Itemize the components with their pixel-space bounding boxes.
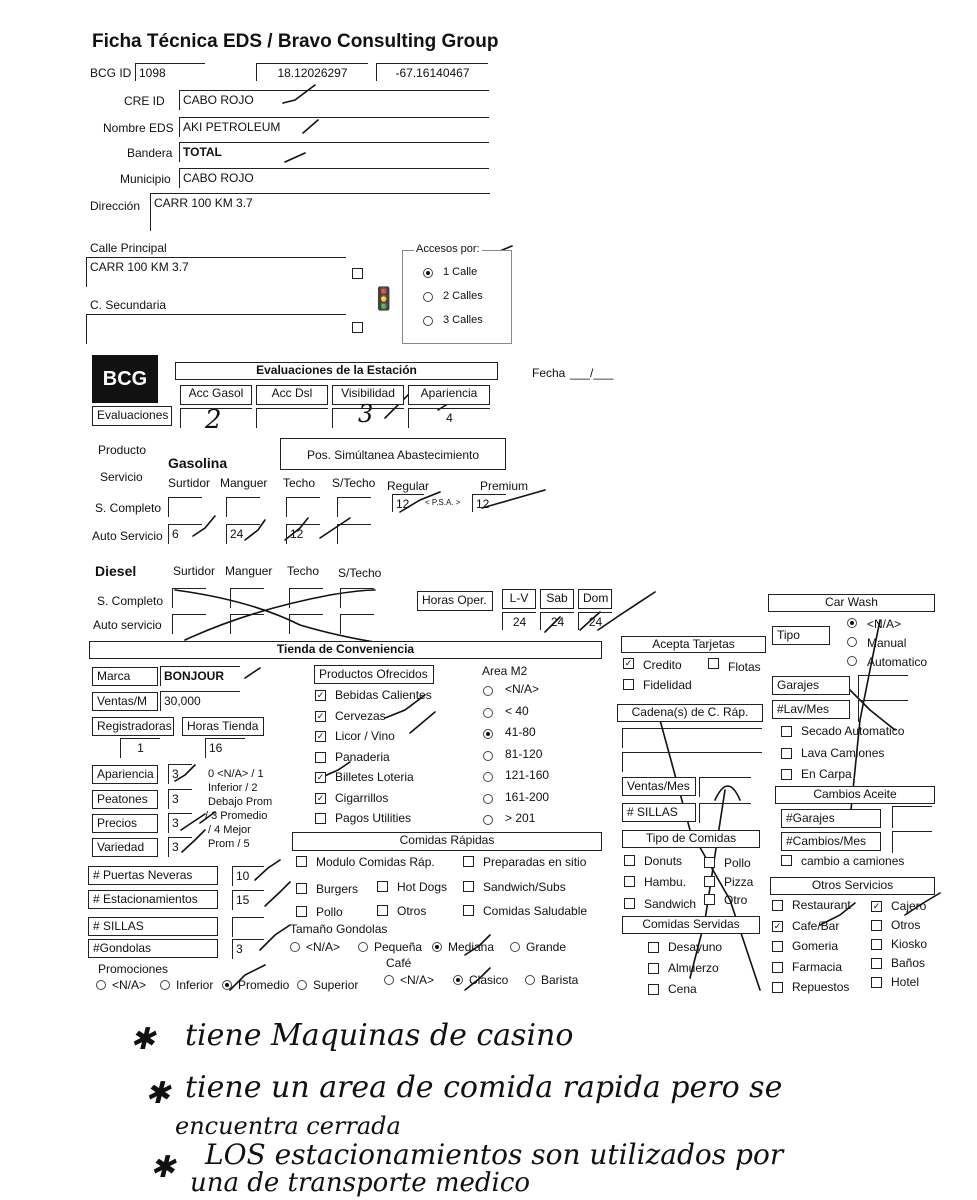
tipo-comida-checkbox-2[interactable] bbox=[624, 876, 635, 887]
area-option-2: 41-80 bbox=[505, 725, 536, 739]
tarjeta-fidelidad-checkbox[interactable] bbox=[623, 679, 634, 690]
area-radio-3[interactable] bbox=[483, 751, 493, 761]
otros-left-checkbox-1[interactable]: ✓ bbox=[773, 920, 782, 931]
tarjeta-fidelidad-label: Fidelidad bbox=[643, 678, 692, 692]
calle-principal-field[interactable]: CARR 100 KM 3.7 bbox=[86, 257, 346, 287]
note-bullet-1: ✱ bbox=[130, 1022, 156, 1057]
note-bullet-3: ✱ bbox=[150, 1150, 176, 1185]
dsl-row-scompleto: S. Completo bbox=[97, 594, 164, 608]
rating-legend-5: Prom / 5 bbox=[208, 838, 250, 850]
accesos-radio-1[interactable] bbox=[423, 268, 433, 278]
otros-right-label-0: Cajero bbox=[891, 899, 927, 913]
carwash-tipo-radio-2[interactable] bbox=[847, 656, 857, 666]
comida-label-2: Burgers bbox=[316, 882, 359, 896]
dsl-sc-techo[interactable] bbox=[289, 588, 323, 608]
eval-acc-gasol-field[interactable] bbox=[180, 408, 252, 428]
aceite-title: Cambios Aceite bbox=[775, 786, 935, 804]
otros-left-label-3: Farmacia bbox=[792, 959, 843, 974]
evaluaciones-title: Evaluaciones de la Estación bbox=[175, 362, 498, 380]
nombre-field[interactable]: AKI PETROLEUM bbox=[179, 117, 489, 137]
dsl-sc-surtidor[interactable] bbox=[172, 588, 206, 608]
accesos-option-1: 1 Calle bbox=[443, 266, 478, 278]
tipo-comida-label-2: Hambu. bbox=[644, 875, 687, 889]
producto-label-6: Pagos Utilities bbox=[335, 811, 412, 825]
aceite-camiones-label: cambio a camiones bbox=[801, 854, 905, 868]
accesos-radio-3[interactable] bbox=[423, 316, 433, 326]
count-label-1: # Estacionamientos bbox=[88, 890, 218, 909]
tipo-comidas-label: Tipo de Comidas bbox=[622, 830, 760, 848]
otros-right-label-3: Baños bbox=[891, 956, 926, 970]
otros-left-checkbox-2[interactable] bbox=[772, 941, 783, 952]
carwash-tipo-radio-1[interactable] bbox=[847, 637, 857, 647]
horas-dom-field[interactable]: 24 bbox=[578, 612, 612, 630]
municipio-label: Municipio bbox=[120, 172, 171, 186]
horas-tienda-label: Horas Tienda bbox=[182, 717, 264, 736]
producto-checkbox-0[interactable]: ✓ bbox=[316, 690, 325, 700]
horas-col-sab: Sab bbox=[540, 589, 574, 609]
dsl-as-manguer[interactable] bbox=[230, 614, 264, 634]
area-option-0: <N/A> bbox=[505, 682, 540, 696]
aceite-garajes-label: #Garajes bbox=[781, 809, 881, 828]
cre-id-field[interactable]: CABO ROJO bbox=[179, 90, 489, 110]
dsl-sc-manguer[interactable] bbox=[230, 588, 264, 608]
dsl-col-techo: Techo bbox=[287, 564, 320, 578]
comida-label-7: Comidas Saludable bbox=[483, 904, 588, 918]
municipio-field[interactable]: CABO ROJO bbox=[179, 168, 489, 188]
gas-col-manguer: Manguer bbox=[220, 476, 268, 490]
carwash-lav-label: #Lav/Mes bbox=[772, 700, 850, 719]
area-radio-6[interactable] bbox=[483, 815, 493, 825]
cafe-radio-1[interactable] bbox=[453, 975, 463, 985]
fecha-label: Fecha bbox=[532, 366, 566, 380]
otros-right-label-1: Otros bbox=[891, 918, 921, 932]
otros-right-checkbox-1[interactable] bbox=[871, 920, 882, 931]
producto-label-1: Cervezas bbox=[335, 708, 386, 723]
rating-legend-0: 0 <N/A> / 1 bbox=[208, 768, 264, 780]
carwash-item-checkbox-1[interactable] bbox=[781, 748, 792, 759]
direccion-field[interactable]: CARR 100 KM 3.7 bbox=[150, 193, 490, 231]
otros-right-label-4: Hotel bbox=[891, 975, 920, 989]
otros-right-checkbox-0[interactable]: ✓ bbox=[872, 901, 881, 911]
tarjetas-title: Acepta Tarjetas bbox=[621, 636, 766, 653]
promo-label: Promociones bbox=[98, 962, 169, 976]
comidas-title: Comidas Rápidas bbox=[292, 832, 602, 851]
promo-radio-0[interactable] bbox=[96, 980, 106, 990]
tipo-comida-checkbox-0[interactable] bbox=[624, 855, 635, 866]
otros-left-checkbox-3[interactable] bbox=[772, 962, 783, 973]
aceite-cambios-label: #Cambios/Mes bbox=[781, 832, 881, 851]
tarjeta-flotas-label: Flotas bbox=[728, 660, 761, 674]
longitude-field[interactable]: -67.16140467 bbox=[376, 63, 488, 81]
eval-col-acc-gasol: Acc Gasol bbox=[180, 385, 252, 405]
rating-legend-1: Inferior / 2 bbox=[208, 782, 258, 794]
rating-apariencia-label: Apariencia bbox=[92, 765, 158, 784]
comida-label-6: Otros bbox=[397, 904, 427, 918]
horas-sab-field[interactable]: 24 bbox=[540, 612, 574, 630]
marca-field[interactable]: BONJOUR bbox=[160, 666, 240, 686]
rating-peatones-label: Peatones bbox=[92, 790, 158, 809]
servida-label-2: Cena bbox=[668, 982, 697, 996]
comida-label-4: Sandwich/Subs bbox=[483, 880, 566, 894]
servida-label-1: Almuerzo bbox=[668, 961, 719, 975]
dsl-row-autoservicio: Auto servicio bbox=[93, 618, 162, 632]
producto-checkbox-2[interactable]: ✓ bbox=[316, 731, 325, 741]
comida-label-1: Preparadas en sitio bbox=[483, 855, 587, 869]
promo-radio-3[interactable] bbox=[297, 980, 307, 990]
bandera-field[interactable]: TOTAL bbox=[179, 142, 489, 162]
accesos-option-2: 2 Calles bbox=[443, 290, 483, 302]
comida-checkbox-5[interactable] bbox=[296, 906, 307, 917]
count-field-2[interactable] bbox=[232, 917, 264, 937]
registradoras-label: Registradoras bbox=[92, 717, 174, 736]
tamano-radio-3[interactable] bbox=[510, 942, 520, 952]
cadena-ventas-field[interactable] bbox=[699, 777, 751, 797]
gas-col-techo: Techo bbox=[283, 476, 316, 490]
gas-as-manguer[interactable]: 24 bbox=[226, 524, 260, 544]
ventas-label: Ventas/M bbox=[92, 692, 158, 711]
eval-col-apariencia: Apariencia bbox=[408, 385, 490, 405]
otros-right-label-2: Kiosko bbox=[891, 937, 928, 951]
otros-title: Otros Servicios bbox=[770, 877, 935, 895]
area-option-1: < 40 bbox=[505, 703, 529, 718]
otros-right-checkbox-2[interactable] bbox=[871, 939, 882, 950]
marca-label: Marca bbox=[92, 667, 158, 686]
area-label: Area M2 bbox=[482, 664, 528, 678]
carwash-item-checkbox-2[interactable] bbox=[781, 769, 792, 780]
gas-sc-techo[interactable] bbox=[286, 497, 320, 517]
gas-sc-stecho[interactable] bbox=[337, 497, 371, 517]
rating-apariencia-field[interactable]: 3 bbox=[168, 764, 192, 784]
cafe-label: Café bbox=[386, 956, 412, 970]
calle-principal-checkbox[interactable] bbox=[352, 268, 363, 279]
count-field-3[interactable]: 3 bbox=[232, 939, 264, 959]
aceite-garajes-field[interactable] bbox=[892, 806, 932, 828]
rating-legend-4: / 4 Mejor bbox=[208, 824, 251, 836]
note-4: LOS estacionamientos son utilizados por bbox=[205, 1138, 784, 1171]
pos-simultanea-label: Pos. Simúltanea Abastecimiento bbox=[280, 438, 506, 470]
comida-checkbox-1[interactable] bbox=[463, 856, 474, 867]
aceite-cambios-field[interactable] bbox=[892, 831, 932, 853]
rating-variedad-field[interactable]: 3 bbox=[168, 837, 192, 857]
carwash-item-label-2: En Carpa bbox=[801, 767, 852, 781]
producto-checkbox-6[interactable] bbox=[315, 813, 326, 824]
area-option-3: 81-120 bbox=[505, 746, 543, 761]
dsl-col-stecho: S/Techo bbox=[338, 566, 382, 580]
gas-as-surtidor[interactable]: 6 bbox=[168, 524, 202, 544]
rating-peatones-field[interactable]: 3 bbox=[168, 789, 192, 809]
count-field-0[interactable]: 10 bbox=[232, 866, 264, 886]
comida-checkbox-7[interactable] bbox=[463, 905, 474, 916]
tipo-comida-label-4: Sandwich bbox=[644, 897, 697, 911]
gas-col-surtidor: Surtidor bbox=[168, 476, 211, 490]
cadena-sillas-field[interactable] bbox=[699, 803, 751, 823]
producto-label-3: Panaderia bbox=[335, 749, 390, 764]
bcg-logo: BCG bbox=[92, 355, 158, 403]
eval-acc-dsl-field[interactable] bbox=[256, 408, 328, 428]
area-radio-4[interactable] bbox=[483, 772, 493, 782]
otros-left-label-0: Restaurant bbox=[792, 898, 851, 912]
cadena-sillas-label: # SILLAS bbox=[622, 803, 696, 822]
servida-checkbox-1[interactable] bbox=[648, 963, 659, 974]
promo-option-1: Inferior bbox=[176, 978, 214, 992]
cafe-option-0: <N/A> bbox=[400, 973, 435, 987]
servida-checkbox-0[interactable] bbox=[648, 942, 659, 953]
carwash-item-checkbox-0[interactable] bbox=[781, 726, 792, 737]
tipo-comida-label-0: Donuts bbox=[644, 854, 683, 868]
psa-label: < P.S.A. > bbox=[425, 498, 461, 507]
dsl-as-surtidor[interactable] bbox=[172, 614, 206, 634]
count-field-1[interactable]: 15 bbox=[232, 890, 264, 910]
carwash-item-label-0: Secado Automatico bbox=[801, 724, 905, 738]
aceite-camiones-checkbox[interactable] bbox=[781, 855, 792, 866]
horas-col-dom: Dom bbox=[578, 589, 612, 609]
area-option-4: 121-160 bbox=[505, 768, 550, 782]
promo-option-3: Superior bbox=[313, 978, 359, 992]
diesel-title: Diesel bbox=[95, 563, 137, 579]
count-label-0: # Puertas Neveras bbox=[88, 866, 218, 885]
dsl-as-techo[interactable] bbox=[289, 614, 323, 634]
carwash-garajes-field[interactable] bbox=[858, 675, 908, 697]
tipo-comida-checkbox-1[interactable] bbox=[704, 857, 715, 868]
tamano-radio-2[interactable] bbox=[432, 942, 442, 952]
servida-checkbox-2[interactable] bbox=[648, 984, 659, 995]
horas-col-lv: L-V bbox=[502, 589, 536, 609]
count-label-2: # SILLAS bbox=[88, 917, 218, 936]
gasolina-title: Gasolina bbox=[168, 455, 228, 471]
horas-oper-label: Horas Oper. bbox=[417, 591, 493, 611]
producto-label-2: Licor / Vino bbox=[335, 729, 395, 743]
tarjeta-credito-label: Credito bbox=[643, 658, 682, 672]
area-radio-5[interactable] bbox=[483, 794, 493, 804]
area-radio-1[interactable] bbox=[483, 708, 493, 718]
note-bullet-2: ✱ bbox=[145, 1076, 171, 1111]
carwash-tipo-label: Tipo bbox=[772, 626, 830, 645]
producto-label-5: Cigarrillos bbox=[335, 790, 389, 805]
accesos-option-3: 3 Calles bbox=[443, 314, 483, 326]
rating-variedad-label: Variedad bbox=[92, 838, 158, 857]
tamano-option-2: Mediana bbox=[448, 940, 495, 954]
eval-visibilidad-value[interactable]: 3 bbox=[358, 400, 374, 428]
calle-secundaria-label: C. Secundaria bbox=[90, 298, 167, 312]
promo-option-2: Promedio bbox=[238, 978, 290, 992]
area-option-6: > 201 bbox=[505, 811, 536, 825]
page-title: Ficha Técnica EDS / Bravo Consulting Group bbox=[92, 31, 499, 52]
registradoras-field[interactable]: 1 bbox=[120, 738, 160, 758]
comidas-servidas-label: Comidas Servidas bbox=[622, 916, 760, 934]
promo-radio-2[interactable] bbox=[222, 980, 232, 990]
gas-sc-surtidor[interactable] bbox=[168, 497, 202, 517]
eval-col-acc-dsl: Acc Dsl bbox=[256, 385, 328, 405]
comida-checkbox-6[interactable] bbox=[377, 905, 388, 916]
producto-checkbox-4[interactable]: ✓ bbox=[316, 772, 325, 782]
tipo-comida-label-5: Otro bbox=[724, 893, 748, 907]
regular-label: Regular bbox=[387, 479, 430, 493]
ventas-field[interactable]: 30,000 bbox=[160, 691, 240, 711]
producto-label-0: Bebidas Calientes bbox=[335, 688, 432, 702]
dsl-sc-stecho[interactable] bbox=[340, 588, 374, 608]
regular-field[interactable]: 12 bbox=[392, 494, 424, 512]
producto-checkbox-5[interactable]: ✓ bbox=[316, 792, 325, 803]
latitude-field[interactable]: 18.12026297 bbox=[256, 63, 368, 81]
servicio-label: Servicio bbox=[100, 470, 143, 484]
tienda-title: Tienda de Conveniencia bbox=[89, 641, 602, 659]
productos-label: Productos Ofrecidos bbox=[314, 665, 434, 684]
area-option-5: 161-200 bbox=[505, 789, 550, 804]
dsl-as-stecho[interactable] bbox=[340, 614, 374, 634]
cadena-ventas-label: Ventas/Mes bbox=[622, 777, 696, 796]
gas-as-stecho[interactable] bbox=[337, 524, 371, 544]
tamano-radio-1[interactable] bbox=[358, 942, 368, 952]
eval-acc-gasol-value[interactable]: 2 bbox=[205, 405, 222, 435]
cafe-option-1: Clasico bbox=[469, 973, 509, 987]
premium-label: Premium bbox=[480, 479, 529, 493]
otros-left-checkbox-4[interactable] bbox=[772, 982, 783, 993]
producto-label-4: Billetes Loteria bbox=[335, 770, 414, 784]
cafe-radio-0[interactable] bbox=[384, 975, 394, 985]
carwash-lav-field[interactable] bbox=[858, 700, 908, 722]
rating-precios-field[interactable]: 3 bbox=[168, 813, 192, 833]
calle-secundaria-checkbox[interactable] bbox=[352, 322, 363, 333]
comida-checkbox-3[interactable] bbox=[377, 881, 388, 892]
tarjeta-flotas-checkbox[interactable] bbox=[708, 658, 719, 669]
otros-left-label-1: Cafe/Bar bbox=[792, 918, 840, 933]
accesos-label: Accesos por: bbox=[416, 243, 480, 255]
gas-row-scompleto: S. Completo bbox=[95, 501, 162, 515]
tamano-option-3: Grande bbox=[526, 940, 567, 954]
carwash-tipo-option-2: Automatico bbox=[867, 655, 928, 669]
producto-label: Producto bbox=[98, 443, 147, 457]
note-1: tiene Maquinas de casino bbox=[185, 1018, 574, 1053]
comida-checkbox-4[interactable] bbox=[463, 881, 474, 892]
area-radio-2[interactable] bbox=[483, 729, 493, 739]
fecha-field[interactable]: ___/___ bbox=[570, 366, 614, 380]
traffic-light-icon: 🚦 bbox=[370, 286, 398, 311]
tamano-label: Tamaño Gondolas bbox=[290, 922, 388, 936]
comida-checkbox-2[interactable] bbox=[296, 883, 307, 894]
gas-sc-manguer[interactable] bbox=[226, 497, 260, 517]
otros-right-checkbox-3[interactable] bbox=[871, 958, 882, 969]
comida-label-5: Pollo bbox=[316, 905, 343, 919]
tamano-option-0: <N/A> bbox=[306, 940, 341, 954]
tipo-comida-checkbox-5[interactable] bbox=[704, 894, 715, 905]
note-3: encuentra cerrada bbox=[175, 1112, 401, 1140]
dsl-col-manguer: Manguer bbox=[225, 564, 273, 578]
carwash-item-label-1: Lava Camiones bbox=[801, 745, 885, 760]
area-radio-0[interactable] bbox=[483, 686, 493, 696]
carwash-garajes-label: Garajes bbox=[772, 676, 850, 695]
carwash-tipo-option-0: <N/A> bbox=[867, 617, 902, 631]
tamano-option-1: Pequeña bbox=[374, 940, 423, 954]
eval-col-visibilidad: Visibilidad bbox=[332, 385, 404, 405]
tipo-comida-label-3: Pizza bbox=[724, 875, 754, 889]
otros-left-checkbox-0[interactable] bbox=[772, 900, 783, 911]
tipo-comida-label-1: Pollo bbox=[724, 856, 751, 870]
comida-label-3: Hot Dogs bbox=[397, 880, 448, 894]
otros-left-label-4: Repuestos bbox=[792, 980, 850, 994]
rating-legend-3: / 3 Promedio bbox=[205, 810, 268, 822]
cafe-radio-2[interactable] bbox=[525, 975, 535, 985]
bcg-id-label: BCG ID bbox=[90, 66, 132, 80]
bcg-id-field[interactable]: 1098 bbox=[135, 63, 205, 81]
carwash-tipo-option-1: Manual bbox=[867, 636, 907, 650]
tipo-comida-checkbox-4[interactable] bbox=[624, 898, 635, 909]
gas-as-techo[interactable]: 12 bbox=[286, 524, 320, 544]
tarjeta-credito-checkbox[interactable]: ✓ bbox=[624, 658, 633, 668]
cadena-field-1[interactable] bbox=[622, 728, 762, 748]
direccion-label: Dirección bbox=[90, 199, 141, 213]
servida-label-0: Desayuno bbox=[668, 940, 723, 954]
carwash-title: Car Wash bbox=[768, 594, 935, 612]
horas-tienda-field[interactable]: 16 bbox=[205, 738, 245, 758]
dsl-col-surtidor: Surtidor bbox=[173, 564, 216, 578]
calle-principal-label: Calle Principal bbox=[90, 241, 167, 255]
note-5: una de transporte medico bbox=[190, 1168, 531, 1198]
evaluaciones-row-label: Evaluaciones bbox=[92, 406, 172, 426]
tamano-radio-0[interactable] bbox=[290, 942, 300, 952]
promo-option-0: <N/A> bbox=[112, 978, 147, 992]
rating-legend-2: Debajo Prom bbox=[208, 796, 273, 808]
calle-secundaria-field[interactable] bbox=[86, 314, 346, 344]
eval-visibilidad-field[interactable] bbox=[332, 408, 404, 428]
horas-lv-field[interactable]: 24 bbox=[502, 612, 536, 630]
note-2: tiene un area de comida rapida pero se bbox=[185, 1070, 783, 1105]
eval-apariencia-field[interactable]: 4 bbox=[408, 408, 490, 428]
cafe-option-2: Barista bbox=[541, 973, 579, 987]
producto-checkbox-3[interactable] bbox=[315, 752, 326, 763]
count-label-3: #Gondolas bbox=[88, 939, 218, 958]
cadena-label: Cadena(s) de C. Ráp. bbox=[617, 704, 763, 722]
cadena-field-2[interactable] bbox=[622, 752, 762, 772]
carwash-tipo-radio-0[interactable] bbox=[847, 618, 857, 628]
tipo-comida-checkbox-3[interactable] bbox=[704, 876, 715, 887]
bandera-label: Bandera bbox=[127, 146, 173, 160]
otros-right-checkbox-4[interactable] bbox=[871, 977, 882, 988]
gas-row-autoservicio: Auto Servicio bbox=[92, 529, 163, 543]
nombre-label: Nombre EDS bbox=[103, 121, 174, 135]
promo-radio-1[interactable] bbox=[160, 980, 170, 990]
premium-field[interactable]: 12 bbox=[472, 494, 506, 512]
gas-col-stecho: S/Techo bbox=[332, 476, 376, 490]
cre-id-label: CRE ID bbox=[124, 94, 165, 108]
rating-precios-label: Precios bbox=[92, 814, 158, 833]
otros-left-label-2: Gomeria bbox=[792, 939, 839, 953]
producto-checkbox-1[interactable]: ✓ bbox=[316, 710, 325, 721]
accesos-radio-2[interactable] bbox=[423, 292, 433, 302]
comida-checkbox-0[interactable] bbox=[296, 856, 307, 867]
comida-label-0: Modulo Comidas Ráp. bbox=[316, 855, 435, 869]
